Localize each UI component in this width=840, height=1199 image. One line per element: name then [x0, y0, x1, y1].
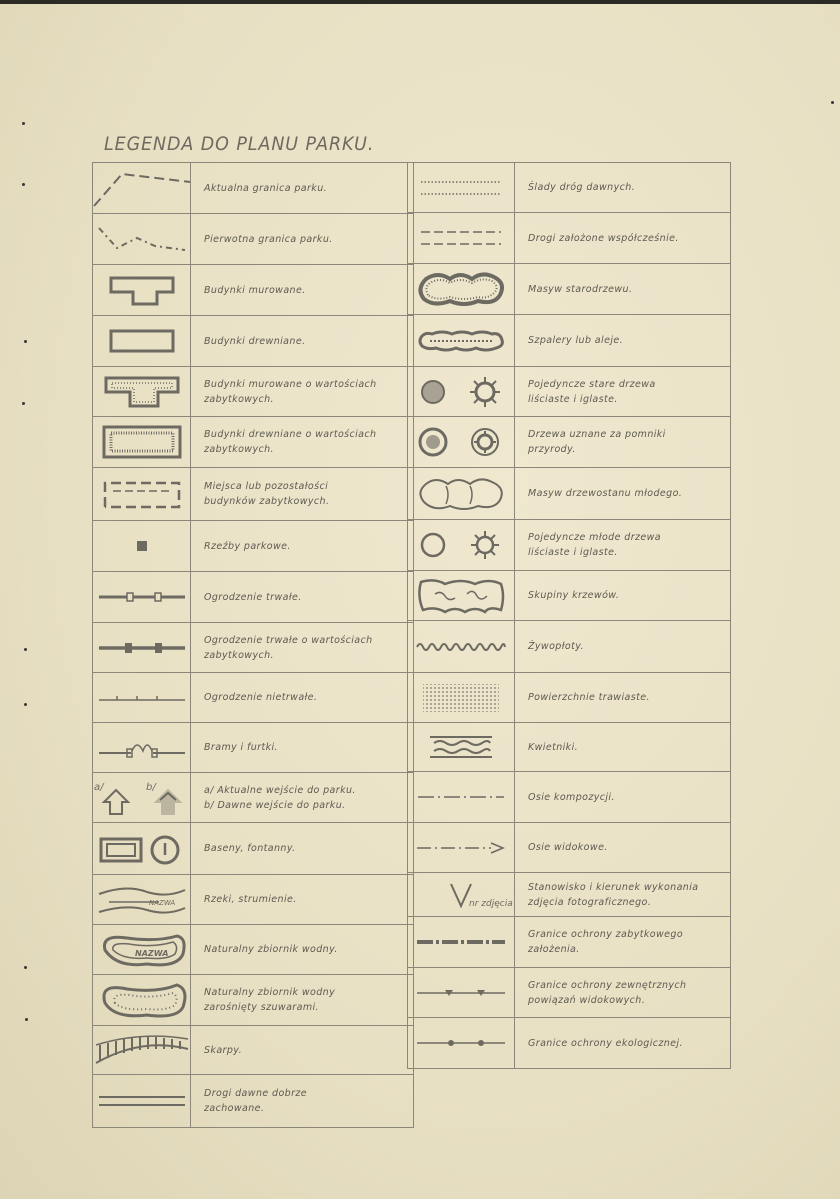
flowerbed-icon: [408, 723, 515, 771]
legend-label: Szpalery lub aleje.: [528, 335, 624, 346]
legend-label: Ogrodzenie trwałe o wartościach zabytkowych.: [204, 634, 373, 661]
original-boundary-icon: [93, 214, 191, 264]
scan-speck: [22, 402, 25, 405]
old-stand-icon: [408, 264, 515, 314]
legend-label: Pierwotna granica parku.: [204, 233, 333, 245]
legend-row: [407, 416, 731, 468]
old-road-traces-icon: [408, 163, 515, 212]
legend-label: Naturalny zbiornik wodny zarośnięty szuwarami.: [204, 987, 336, 1013]
legend-row: [92, 520, 414, 572]
legend-label: Masyw starodrzewu.: [528, 283, 633, 295]
legend-row: [92, 672, 414, 723]
gate-icon: [93, 723, 191, 772]
legend-row: [92, 974, 414, 1026]
brick-building-icon: [93, 265, 191, 315]
legend-row: [92, 1025, 414, 1075]
legend-row: [92, 924, 414, 975]
legend-row: [92, 213, 414, 265]
legend-label: Baseny, fontanny.: [204, 843, 296, 854]
legend-label: Granice ochrony zewnętrznych powiązań widokowych.: [528, 979, 687, 1006]
legend-label: Budynki murowane.: [204, 284, 306, 296]
legend-row: [92, 874, 414, 925]
reedy-pond-icon: [93, 975, 191, 1025]
legend-row: [407, 822, 731, 873]
page-title: LEGENDA DO PLANU PARKU.: [104, 133, 375, 155]
svg-text:nr zdjęcia: nr zdjęcia: [469, 898, 513, 909]
scan-speck: [22, 122, 25, 125]
legend-row: [92, 416, 414, 468]
legend-row: [92, 366, 414, 417]
legend-row: [407, 722, 731, 772]
monument-protection-icon: [408, 917, 515, 967]
legend-row: [92, 467, 414, 521]
legend-row: [407, 162, 731, 213]
legend-row: [407, 366, 731, 417]
legend-label: Bramy i furtki.: [204, 742, 278, 753]
svg-text:NAZWA: NAZWA: [148, 898, 175, 907]
legend-row: [407, 519, 731, 571]
legend-label: Ogrodzenie trwałe.: [204, 591, 302, 603]
legend-row: [407, 872, 731, 917]
actual-boundary-icon: [93, 163, 191, 213]
entrance-arrows-icon: [93, 773, 191, 822]
modern-road-icon: [408, 213, 515, 263]
natural-monument-tree-icon: [408, 417, 515, 467]
scan-speck: [24, 340, 27, 343]
legend-label: Rzeźby parkowe.: [204, 540, 291, 552]
wooden-building-icon: [93, 316, 191, 366]
legend-row: [407, 967, 731, 1018]
legend-label: Miejsca lub pozostałości budynków zabytkowych.: [204, 481, 330, 507]
legend-row: [92, 722, 414, 773]
scan-speck: [25, 1018, 28, 1021]
legend-row: [92, 315, 414, 367]
legend-row: [407, 620, 731, 673]
scan-speck: [22, 183, 25, 186]
scan-edge: [0, 0, 840, 4]
svg-text:NAZWA: NAZWA: [134, 948, 168, 958]
legend-row: [407, 570, 731, 621]
composition-axis-icon: [408, 772, 515, 822]
scan-speck: [831, 101, 834, 104]
scan-speck: [24, 966, 27, 969]
legend-label: Powierzchnie trawiaste.: [528, 692, 650, 703]
young-stand-icon: [408, 468, 515, 519]
historic-brick-building-icon: [93, 367, 191, 416]
lawn-icon: [408, 673, 515, 722]
alley-icon: [408, 315, 515, 366]
legend-row: [92, 162, 414, 214]
legend-label: a/ Aktualne wejście do parku. b/ Dawne wejście do parku.: [204, 784, 356, 811]
historic-fence-icon: [93, 623, 191, 672]
legend-row: [407, 1017, 731, 1069]
legend-row: [92, 772, 414, 823]
legend-label: Ślady dróg dawnych.: [528, 182, 636, 193]
view-axis-icon: [408, 823, 515, 872]
legend-row: [407, 916, 731, 968]
building-remains-icon: [93, 468, 191, 520]
legend-row: [407, 771, 731, 823]
svg-text:a/: a/: [93, 781, 103, 793]
photo-station-icon: [408, 873, 515, 916]
ecological-protection-icon: [408, 1018, 515, 1068]
escarpment-icon: [93, 1026, 191, 1074]
legend-row: [92, 822, 414, 875]
shrub-group-icon: [408, 571, 515, 620]
single-young-tree-icon: [408, 520, 515, 570]
legend-label: Żywopłoty.: [528, 641, 584, 652]
legend-label: Osie widokowe.: [528, 842, 608, 853]
svg-text:b/: b/: [145, 781, 156, 793]
legend-label: Pojedyncze młode drzewa liściaste i iglaste.: [528, 532, 662, 558]
temporary-fence-icon: [93, 673, 191, 722]
legend-row: [92, 622, 414, 673]
legend-row: [407, 467, 731, 520]
single-old-tree-icon: [408, 367, 515, 416]
old-road-icon: [93, 1075, 191, 1127]
legend-label: Granice ochrony ekologicznej.: [528, 1037, 683, 1049]
legend-row: [407, 263, 731, 315]
legend-label: Skarpy.: [204, 1044, 242, 1056]
legend-row: [407, 672, 731, 723]
legend-row: [407, 212, 731, 264]
legend-row: [92, 1074, 414, 1128]
legend-label: Budynki drewniane o wartościach zabytkowych.: [204, 429, 377, 455]
legend-label: Granice ochrony zabytkowego założenia.: [528, 929, 684, 955]
fountain-icon: [93, 823, 191, 874]
legend-label: Budynki drewniane.: [204, 335, 306, 347]
legend-label: Stanowisko i kierunek wykonania zdjęcia fotograficznego.: [528, 881, 699, 908]
legend-label: Skupiny krzewów.: [528, 590, 620, 601]
legend-row: [407, 314, 731, 367]
legend-label: Osie kompozycji.: [528, 791, 615, 803]
scan-speck: [24, 703, 27, 706]
legend-label: Kwietniki.: [528, 741, 579, 753]
legend-row: [92, 264, 414, 316]
legend-row: [92, 571, 414, 623]
river-icon: [93, 875, 191, 924]
scan-speck: [24, 648, 27, 651]
pond-icon: [93, 925, 191, 974]
permanent-fence-icon: [93, 572, 191, 622]
legend-label: Rzeki, strumienie.: [204, 894, 297, 905]
hedge-icon: [408, 621, 515, 672]
external-protection-icon: [408, 968, 515, 1017]
legend-label: Naturalny zbiornik wodny.: [204, 944, 338, 955]
legend-label: Budynki murowane o wartościach zabytkowych.: [204, 378, 377, 405]
legend-label: Masyw drzewostanu młodego.: [528, 488, 683, 499]
sculpture-icon: [93, 521, 191, 571]
legend-label: Aktualna granica parku.: [204, 182, 328, 194]
legend-label: Drzewa uznane za pomniki przyrody.: [528, 429, 666, 455]
historic-wooden-building-icon: [93, 417, 191, 467]
legend-label: Drogi dawne dobrze zachowane.: [204, 1088, 308, 1114]
legend-label: Drogi założone współcześnie.: [528, 232, 679, 244]
legend-label: Ogrodzenie nietrwałe.: [204, 692, 318, 703]
legend-label: Pojedyncze stare drzewa liściaste i iglaste.: [528, 378, 656, 405]
